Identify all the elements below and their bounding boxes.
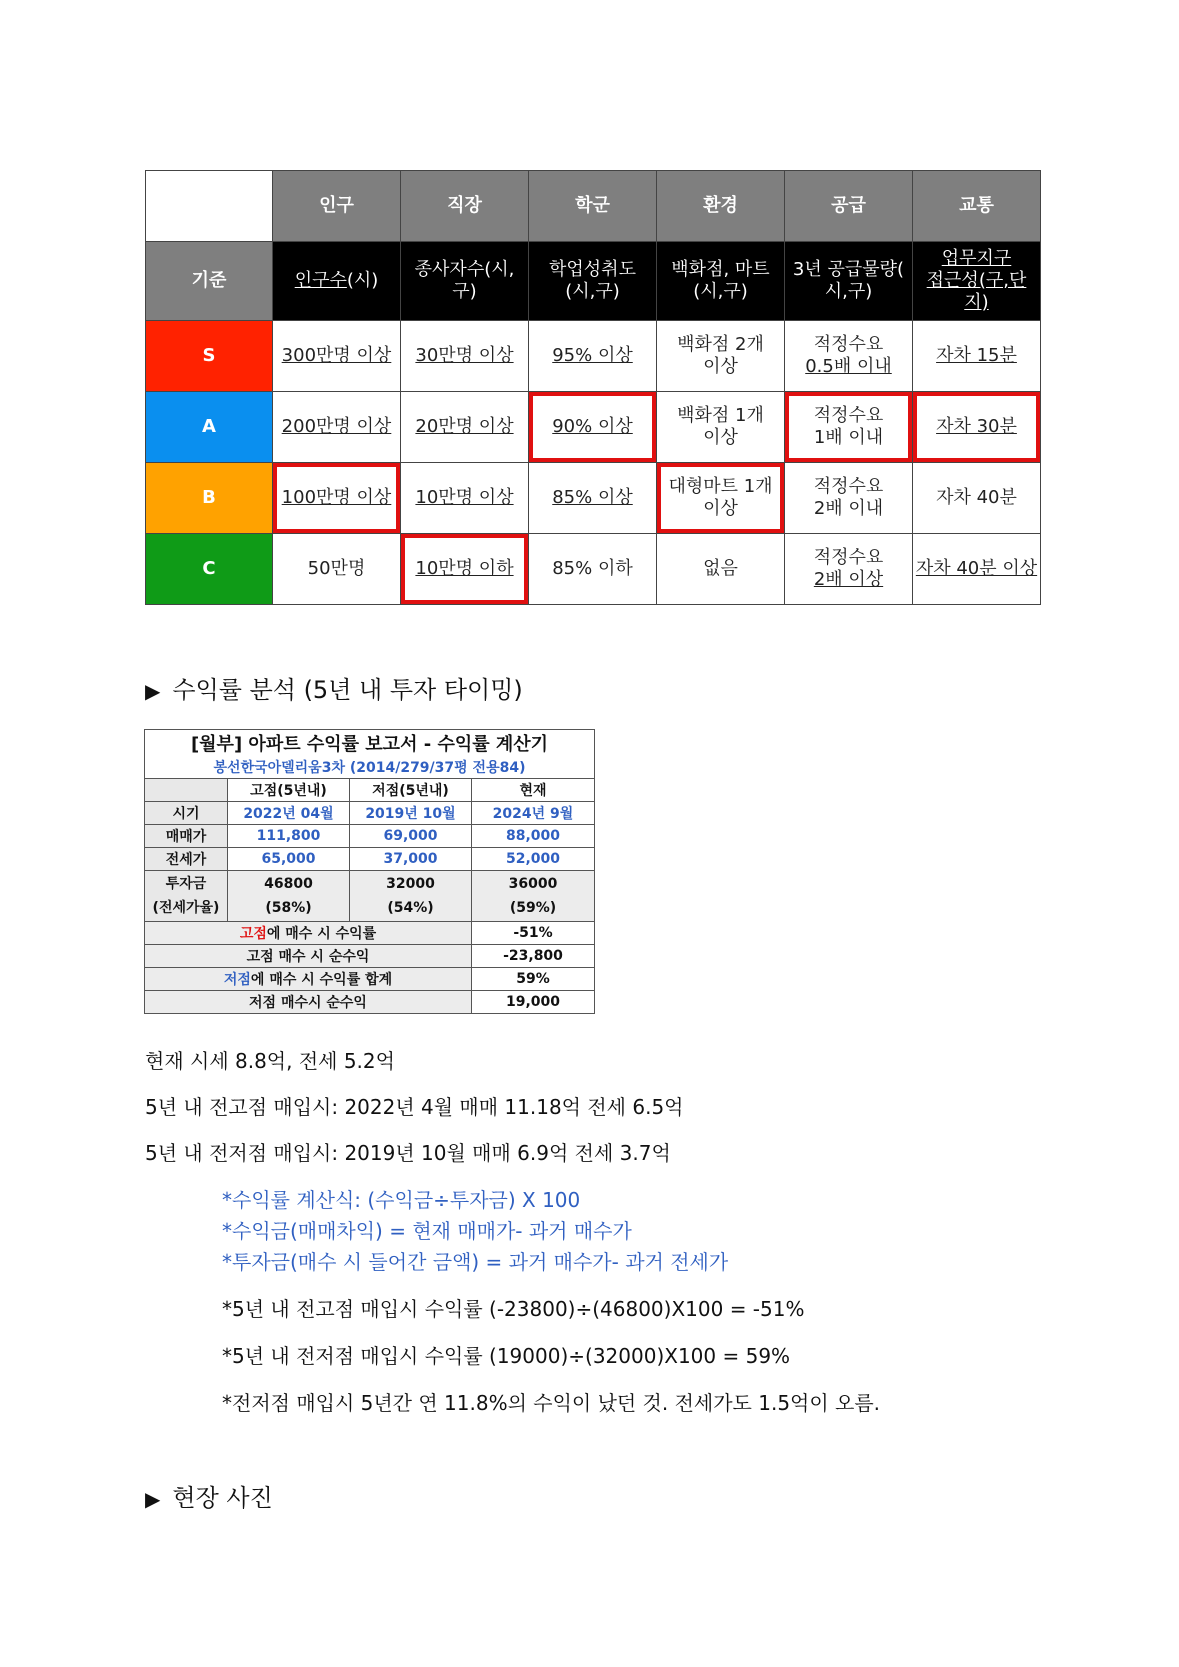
grade-cell: 자차 15분 bbox=[913, 321, 1041, 392]
report-invest-row bbox=[145, 871, 595, 922]
summary-row bbox=[145, 922, 595, 945]
row-label: 전세가 bbox=[145, 848, 228, 871]
category-jobs: 직장 bbox=[401, 171, 529, 242]
grade-cell: 적정수요 0.5배 이내 bbox=[785, 321, 913, 392]
criteria-supply: 3년 공급물량( 시,구) bbox=[785, 242, 913, 321]
section-title: 현장 사진 bbox=[172, 1484, 273, 1512]
invest-label: 투자금 (전세가율) bbox=[145, 871, 228, 922]
summary-value: 59% bbox=[472, 968, 595, 991]
grade-cell: 적정수요 2배 이상 bbox=[785, 534, 913, 605]
grade-label: S bbox=[146, 321, 273, 392]
yield-report-table bbox=[144, 729, 595, 1014]
summary-label: 고점 매수 시 순수익 bbox=[145, 945, 472, 968]
grade-cell: 대형마트 1개 이상 bbox=[657, 463, 785, 534]
criteria-population: 인구수(시) bbox=[273, 242, 401, 321]
formula-yield: *수익률 계산식: (수익금÷투자금) X 100 bbox=[222, 1188, 581, 1212]
grade-label: A bbox=[146, 392, 273, 463]
report-row bbox=[145, 848, 595, 871]
grade-cell: 50만명 bbox=[273, 534, 401, 605]
grade-cell: 20만명 이상 bbox=[401, 392, 529, 463]
category-supply: 공급 bbox=[785, 171, 913, 242]
grade-cell: 30만명 이상 bbox=[401, 321, 529, 392]
row-label: 시기 bbox=[145, 802, 228, 825]
grade-cell: 95% 이상 bbox=[529, 321, 657, 392]
cell-value: 2024년 9월 bbox=[472, 802, 595, 825]
summary-label: 고점에 매수 시 수익률 bbox=[145, 922, 472, 945]
cell-value: 111,800 bbox=[228, 825, 350, 848]
category-header-row bbox=[146, 171, 1041, 242]
paragraph-current-price: 현재 시세 8.8억, 전세 5.2억 bbox=[145, 1049, 395, 1073]
invest-low: 32000 (54%) bbox=[350, 871, 472, 922]
cell-value: 65,000 bbox=[228, 848, 350, 871]
report-subtitle: 봉선한국아델리움3차 (2014/279/37평 전용84) bbox=[145, 756, 595, 779]
summary-label: 저점 매수시 순수익 bbox=[145, 991, 472, 1014]
criteria-transport: 업무지구 접근성(구,단지) bbox=[913, 242, 1041, 321]
summary-value: 19,000 bbox=[472, 991, 595, 1014]
grade-cell: 200만명 이상 bbox=[273, 392, 401, 463]
grade-row-a bbox=[146, 392, 1041, 463]
cell-value: 69,000 bbox=[350, 825, 472, 848]
grade-cell: 85% 이하 bbox=[529, 534, 657, 605]
cell-value: 52,000 bbox=[472, 848, 595, 871]
category-environment: 환경 bbox=[657, 171, 785, 242]
grade-cell: 백화점 1개 이상 bbox=[657, 392, 785, 463]
result-high: *5년 내 전고점 매입시 수익률 (-23800)÷(46800)X100 = -51% bbox=[222, 1297, 805, 1321]
summary-label: 저점에 매수 시 수익률 합계 bbox=[145, 968, 472, 991]
summary-value: -23,800 bbox=[472, 945, 595, 968]
formula-investment: *투자금(매수 시 들어간 금액) = 과거 매수가- 과거 전세가 bbox=[222, 1250, 729, 1274]
cell-value: 88,000 bbox=[472, 825, 595, 848]
grade-cell: 85% 이상 bbox=[529, 463, 657, 534]
grade-cell: 없음 bbox=[657, 534, 785, 605]
triangle-marker-icon: ▶ bbox=[145, 679, 161, 703]
grade-cell: 적정수요 1배 이내 bbox=[785, 392, 913, 463]
invest-now: 36000 (59%) bbox=[472, 871, 595, 922]
grade-row-b bbox=[146, 463, 1041, 534]
category-population: 인구 bbox=[273, 171, 401, 242]
criteria-row bbox=[146, 242, 1041, 321]
cell-value: 2019년 10월 bbox=[350, 802, 472, 825]
criteria-environment: 백화점, 마트 (시,구) bbox=[657, 242, 785, 321]
summary-row bbox=[145, 968, 595, 991]
section-heading-yield bbox=[145, 670, 523, 705]
grade-cell: 10만명 이하 bbox=[401, 534, 529, 605]
empty-header-cell bbox=[145, 779, 228, 802]
col-header-low: 저점(5년내) bbox=[350, 779, 472, 802]
summary-row bbox=[145, 945, 595, 968]
grade-cell: 적정수요 2배 이내 bbox=[785, 463, 913, 534]
section-title: 수익률 분석 (5년 내 투자 타이밍) bbox=[172, 676, 523, 704]
result-low: *5년 내 전저점 매입시 수익률 (19000)÷(32000)X100 = 59% bbox=[222, 1344, 791, 1368]
report-title: [월부] 아파트 수익률 보고서 - 수익률 계산기 bbox=[145, 730, 595, 757]
report-row bbox=[145, 802, 595, 825]
formula-profit: *수익금(매매차익) = 현재 매매가- 과거 매수가 bbox=[222, 1219, 632, 1243]
cell-value: 37,000 bbox=[350, 848, 472, 871]
grade-cell: 자차 30분 bbox=[913, 392, 1041, 463]
grade-cell: 90% 이상 bbox=[529, 392, 657, 463]
criteria-school: 학업성취도 (시,구) bbox=[529, 242, 657, 321]
grade-cell: 백화점 2개 이상 bbox=[657, 321, 785, 392]
category-school: 학군 bbox=[529, 171, 657, 242]
col-header-now: 현재 bbox=[472, 779, 595, 802]
col-header-high: 고점(5년내) bbox=[228, 779, 350, 802]
summary-value: -51% bbox=[472, 922, 595, 945]
grade-row-c bbox=[146, 534, 1041, 605]
row-label: 매매가 bbox=[145, 825, 228, 848]
triangle-marker-icon: ▶ bbox=[145, 1487, 161, 1511]
corner-cell bbox=[146, 171, 273, 242]
criteria-jobs: 종사자수(시,구) bbox=[401, 242, 529, 321]
category-transport: 교통 bbox=[913, 171, 1041, 242]
result-note: *전저점 매입시 5년간 연 11.8%의 수익이 났던 것. 전세가도 1.5억이 오름. bbox=[222, 1391, 881, 1415]
summary-row bbox=[145, 991, 595, 1014]
grade-label: C bbox=[146, 534, 273, 605]
invest-high: 46800 (58%) bbox=[228, 871, 350, 922]
paragraph-high-purchase: 5년 내 전고점 매입시: 2022년 4월 매매 11.18억 전세 6.5억 bbox=[145, 1095, 684, 1119]
criteria-label: 기준 bbox=[146, 242, 273, 321]
grade-cell: 300만명 이상 bbox=[273, 321, 401, 392]
report-row bbox=[145, 825, 595, 848]
cell-value: 2022년 04월 bbox=[228, 802, 350, 825]
grade-row-s bbox=[146, 321, 1041, 392]
grade-cell: 100만명 이상 bbox=[273, 463, 401, 534]
grade-cell: 10만명 이상 bbox=[401, 463, 529, 534]
grade-cell: 자차 40분 이상 bbox=[913, 534, 1041, 605]
grade-cell: 자차 40분 bbox=[913, 463, 1041, 534]
section-heading-photos bbox=[145, 1478, 273, 1513]
grade-label: B bbox=[146, 463, 273, 534]
paragraph-low-purchase: 5년 내 전저점 매입시: 2019년 10월 매매 6.9억 전세 3.7억 bbox=[145, 1141, 671, 1165]
report-col-header-row bbox=[145, 779, 595, 802]
grade-criteria-table bbox=[145, 170, 1041, 605]
